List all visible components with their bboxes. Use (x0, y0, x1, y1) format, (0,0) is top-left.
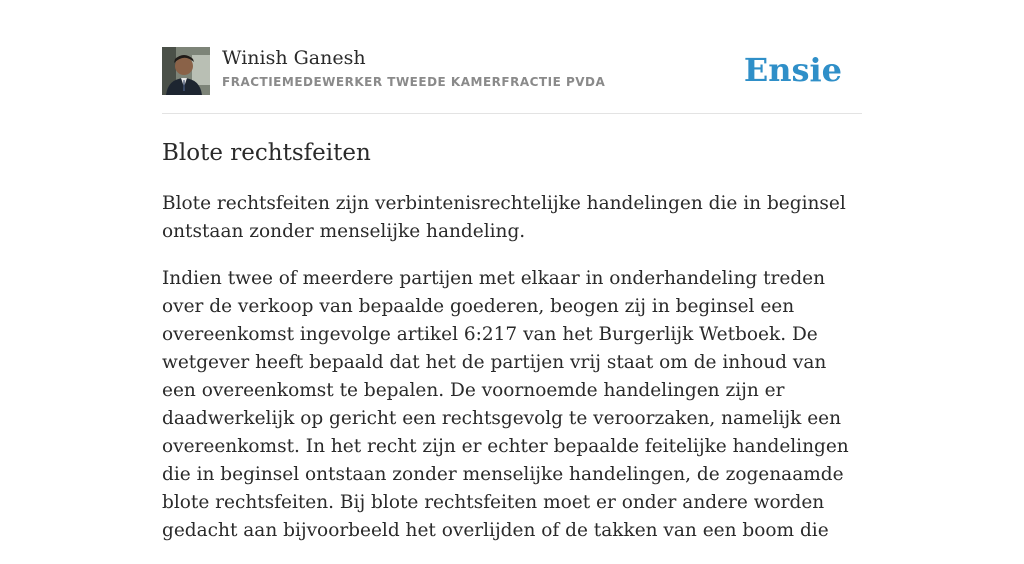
article-body (162, 190, 862, 564)
article-title: Blote rechtsfeiten (162, 140, 371, 166)
article-paragraph: Blote rechtsfeiten zijn verbintenisrechtelijke handelingen die in beginsel ontstaan zonder menselijke handeling. (162, 193, 846, 242)
author-name[interactable]: Winish Ganesh (222, 47, 366, 69)
author-header (162, 46, 862, 114)
avatar[interactable] (162, 47, 210, 95)
ensie-logo[interactable]: Ensie (743, 51, 842, 89)
article-paragraph: Indien twee of meerdere partijen met elkaar in onderhandeling treden over de verkoop van bepaalde goederen, beogen zij in beginsel een overeenkomst ingevolge artikel 6:217 van het Burgerlijk Wetboek. De wetgever heeft bepaald dat het de partijen vrij staat om de inhoud van een overeenkomst te bepalen. De voornoemde handelingen zijn er daadwerkelijk op gericht een rechtsgevolg te veroorzaken, namelijk een overeenkomst. In het recht zijn er echter bepaalde feitelijke handelingen die in beginsel ontstaan zonder menselijke handelingen, de zogenaamde blote rechtsfeiten. Bij blote rechtsfeiten moet er onder andere worden gedacht aan bijvoorbeeld het overlijden of de takken van een boom die (162, 268, 849, 541)
author-role: FRACTIEMEDEWERKER TWEEDE KAMERFRACTIE PVDA (222, 75, 606, 89)
avatar-photo-icon (162, 47, 210, 95)
